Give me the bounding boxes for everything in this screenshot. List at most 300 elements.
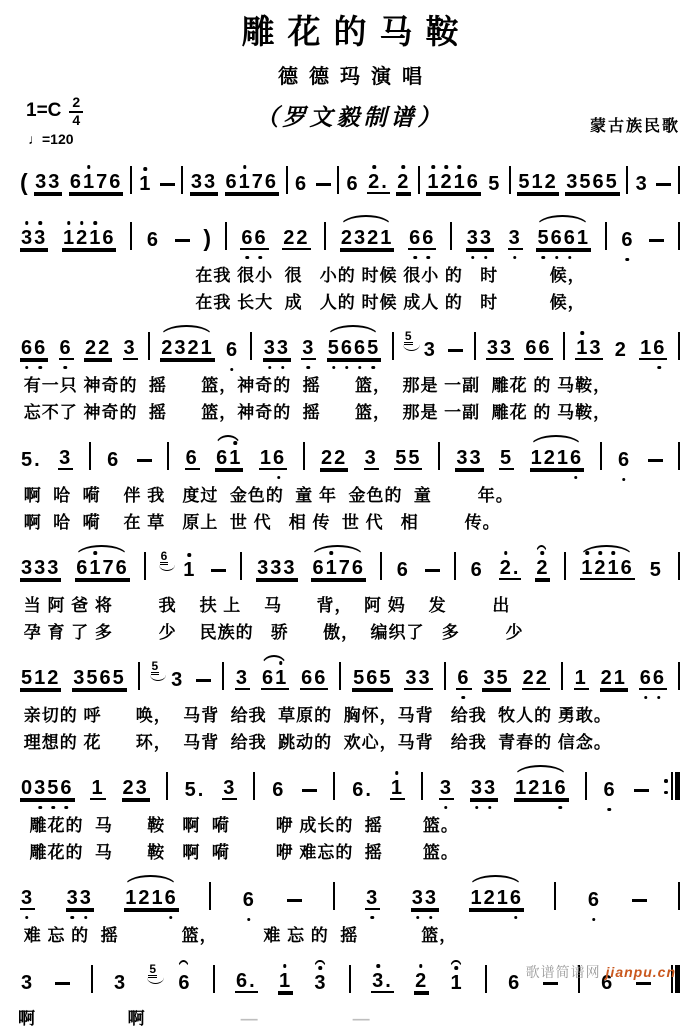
barline [167,442,169,470]
note-group [215,448,243,470]
note-group [256,558,297,580]
barline [678,332,680,360]
note-digit: 6 [554,777,568,799]
note-digit: 2 [320,447,335,469]
note-digit: 3 [223,777,237,799]
note-digit: 1 [453,171,467,193]
note-digit: 7 [102,557,116,579]
note-digit: 3 [135,777,149,799]
note-group [617,450,632,470]
note-digit: 1 [380,227,394,249]
music-line [18,647,682,702]
note-digit: 3 [423,339,437,361]
note-group [301,338,316,360]
note-digit: 3 [73,667,87,689]
note-group [487,174,502,194]
barline [485,965,487,993]
note-digit: 6 [352,779,366,801]
note-digit: 7 [251,171,265,193]
note-group [84,338,112,360]
note-group [278,971,293,993]
note-digit: 5 [379,667,393,689]
barline [339,662,341,690]
dash-note [55,982,70,985]
note-digit: 2 [440,171,454,193]
note-digit: 3 [113,972,128,994]
barline [213,965,215,993]
note-group [600,668,628,690]
note-group [69,172,124,194]
note-digit: 1 [62,227,77,249]
note-digit: 3 [79,887,93,909]
note-group [499,558,522,580]
note-digit: 3 [466,227,480,249]
note-digit: 3 [372,970,386,992]
note-group [404,668,432,690]
note-digit: 6 [301,667,315,689]
note-group [565,172,620,194]
note-digit: 2 [367,227,381,249]
barline [450,222,452,250]
note-digit: 3 [302,337,316,359]
barline [438,442,440,470]
note-digit: . [34,449,42,471]
note-digit: 1 [450,972,464,994]
barline [286,166,288,194]
barline [605,222,607,250]
note-group [522,668,550,690]
note-group [271,780,286,800]
barline [333,882,335,910]
barline [166,772,168,800]
note-group [499,448,514,470]
barline [421,772,423,800]
note-group [20,973,35,993]
note-digit: 1 [556,447,570,469]
note-digit: 6 [409,227,423,249]
note-digit: 1 [470,887,484,909]
note-group [20,558,61,580]
music-line [18,207,682,262]
barline [138,662,140,690]
barline [678,442,680,470]
note-digit: 1 [139,173,153,195]
dash-note [632,899,647,902]
note-group [371,971,394,993]
note-digit: 5 [488,173,502,195]
note-digit: 2 [98,337,112,359]
music-symbol: ( [20,169,28,195]
note-group [294,174,309,194]
dash-note [448,349,463,352]
note-group [396,560,411,580]
note-digit: 1 [640,337,654,359]
note-digit: 6 [525,337,539,359]
music-line [18,757,682,812]
note-group [514,778,569,800]
note-digit: 7 [338,557,352,579]
note-digit: 1 [325,557,339,579]
grace-note: 6 [160,549,168,563]
note-digit: 5 [112,667,126,689]
note-group [75,558,130,580]
score-systems [18,151,682,1032]
note-digit: 3 [171,669,185,691]
barline [564,552,566,580]
note-group [508,228,523,250]
note-digit: 3 [566,171,580,193]
note-group [517,172,558,194]
note-digit: 3 [486,337,500,359]
note-digit: 5 [395,447,409,469]
arranger: （罗文毅制谱） [255,105,445,130]
note-digit: 5 [21,449,35,471]
note-digit: 2 [544,171,558,193]
lyric-line: 雕花的 马 鞍 啊 嗬 咿 难忘的 摇 篮。 [18,843,459,862]
barline [678,222,680,250]
note-digit: 2 [536,557,550,579]
note-digit: 0 [21,777,35,799]
note-group [364,448,379,470]
barline [240,552,242,580]
note-digit: 1 [259,447,273,469]
note-group [411,888,439,910]
note-digit: 6 [109,171,123,193]
music-system [18,537,682,646]
note-digit: 6 [178,972,192,994]
note-digit: 6 [592,171,606,193]
note-digit: 2 [499,557,513,579]
note-group [320,448,348,470]
note-group [396,172,411,194]
note-digit: 6 [164,887,178,909]
lyric-line: 亲切的 呼 唤， 马背 给我 草原的 胸怀，马背 给我 牧人的 勇敢。 [18,706,612,725]
note-group [340,228,395,250]
note-digit: 1 [574,667,588,689]
note-digit: 3 [203,171,218,193]
barline [626,166,628,194]
lyric-line: 啊 啊 — — [18,1009,370,1028]
note-digit: 2 [594,557,608,579]
lyric-line: 在我 长大 成 人的 时候 成人 的 时 候， [18,293,586,312]
note-digit: 6 [601,972,615,994]
note-digit: 6 [466,171,480,193]
note-digit: 3 [418,667,432,689]
note-group [242,890,257,910]
note-group [414,971,429,993]
note-digit: 1 [531,171,545,193]
dash-note [634,789,649,792]
barline [253,772,255,800]
note-digit: 1 [91,777,105,799]
note-group [575,338,603,360]
barline [209,882,211,910]
note-group [59,338,74,360]
lyric-line: 有一只 神奇的 摇 篮，神奇的 摇 篮， 那是 一副 雕花 的 马鞍， [18,376,612,395]
note-digit: 5 [408,447,422,469]
note-group [635,174,650,194]
note-digit: 6 [216,447,230,469]
note-digit: 1 [238,171,252,193]
barline [585,772,587,800]
barline [225,222,227,250]
note-digit: 3 [34,777,48,799]
note-digit: 2 [161,337,175,359]
note-digit: 3 [174,337,188,359]
note-digit: 3 [424,887,438,909]
note-group [106,450,121,470]
music-line [18,537,682,592]
barline [303,442,305,470]
note-group [20,888,35,910]
note-digit: 6 [587,889,601,911]
note-group [456,668,471,690]
note-group [351,780,374,800]
note-digit: 5 [605,171,619,193]
note-digit: 6 [340,337,354,359]
note-digit: 2 [47,667,61,689]
note-digit: 6 [272,779,286,801]
meter-denominator: 4 [72,111,81,128]
note-group [327,338,382,360]
note-digit: 3 [276,337,290,359]
note-digit: 3 [635,173,649,195]
music-system [18,867,682,949]
note-digit: 3 [35,171,49,193]
note-digit: . [249,970,257,992]
note-digit: 6 [115,557,129,579]
note-digit: 6 [21,337,35,359]
note-digit: 3 [263,337,277,359]
note-digit: 1 [427,171,441,193]
barline [600,442,602,470]
note-digit: 6 [617,449,632,471]
note-digit: 6 [185,447,199,469]
note-group [34,172,62,194]
note-digit: 6 [60,777,74,799]
note-group [449,973,464,993]
music-symbol: ) [203,225,211,251]
note-digit: 3 [21,557,35,579]
note-group [182,560,197,580]
note-digit: . [365,779,373,801]
note-digit: 2 [187,337,201,359]
note-group [507,973,522,993]
barline [678,882,680,910]
music-line [18,427,682,482]
barline [148,332,150,360]
note-digit: 6 [225,171,239,193]
barline [89,442,91,470]
note-group [72,668,127,690]
note-group [300,668,328,690]
note-digit: 6 [236,970,250,992]
note-group [222,778,237,800]
note-group [160,338,215,360]
note-group [90,778,105,800]
barline [392,332,394,360]
dash-note [636,982,651,985]
note-group [470,778,498,800]
barline [678,166,680,194]
note-group [259,448,287,470]
note-digit: 6 [146,229,160,251]
music-system [18,151,682,206]
note-digit: 6 [396,559,410,581]
note-digit: 6 [242,889,256,911]
note-digit: 3 [456,447,470,469]
dash-note [211,569,226,572]
note-digit: 6 [353,337,368,359]
note-digit: 3 [66,887,80,909]
barline [130,166,132,194]
note-digit: 1 [183,559,197,581]
note-digit: . [512,557,521,579]
note-digit: 2 [368,171,382,193]
tempo-marking: ♩=120 [28,131,74,147]
note-group [367,172,390,194]
note-digit: 3 [48,171,62,193]
barline [250,332,252,360]
lyric-line: 当 阿 爸 将 我 扶 上 马 背， 阿 妈 发 出 [18,596,511,615]
note-digit: 1 [125,887,139,909]
note-group [20,338,48,360]
note-group [469,888,524,910]
note-digit: 6 [422,227,436,249]
note-digit: 2 [76,227,90,249]
note-digit: 3 [439,777,453,799]
note-digit: 6 [652,667,666,689]
cutoff-lyric-mark: — [352,1009,370,1028]
note-digit: 6 [99,667,113,689]
key-signature [26,95,83,127]
note-digit: 6 [294,173,309,195]
note-group [346,174,361,194]
note-group [536,228,591,250]
note-digit: . [385,970,393,992]
barline [678,662,680,690]
note-group [240,228,268,250]
note-digit: 3 [484,777,498,799]
note-group [66,888,94,910]
music-line [18,867,682,922]
watermark-link[interactable]: jianpu.cn [605,964,676,980]
music-system [18,207,682,316]
note-digit: 3 [283,557,297,579]
note-digit: 2 [397,171,411,193]
note-digit: 2 [84,337,99,359]
music-system [18,647,682,756]
note-digit: 5 [500,447,514,469]
note-group [185,448,200,470]
dash-note [196,679,211,682]
grace-note: 5 [151,659,159,673]
note-digit: 2 [483,887,497,909]
note-digit: 1 [279,970,293,992]
lyric-line: 理想的 花 环， 马背 给我 跳动的 欢心，马背 给我 青春的 信念。 [18,733,612,752]
barline [91,965,93,993]
note-digit: 1 [613,667,627,689]
note-group [311,558,366,580]
note-digit: 6 [102,227,116,249]
performer: 德德玛演唱 [278,66,433,88]
note-group [439,778,454,800]
note-digit: 5 [537,227,551,249]
note-digit: 6 [76,557,90,579]
repeat-dots [664,778,668,795]
note-digit: 5 [184,779,198,801]
note-digit: 5 [86,667,100,689]
note-digit: 3 [470,777,484,799]
barline [554,882,556,910]
note-digit: 2 [614,339,628,361]
note-digit: 1 [89,227,103,249]
note-digit: 6 [226,339,240,361]
note-digit: 7 [96,171,110,193]
note-group [225,172,280,194]
dash-note [316,183,331,186]
note-digit: 1 [89,557,103,579]
note-digit: 6 [603,779,617,801]
note-digit: 6 [264,171,279,193]
note-digit: 1 [34,667,48,689]
note-digit: 1 [581,557,595,579]
barline [181,166,183,194]
barline [444,662,446,690]
note-group [177,973,192,993]
note-digit: 6 [254,227,268,249]
note-group [390,778,405,800]
note-digit: 1 [541,777,555,799]
note-digit: 3 [499,337,514,359]
note-digit: 1 [496,887,510,909]
note-digit: 6 [59,337,73,359]
note-digit: 1 [275,667,289,689]
note-digit: 6 [457,667,471,689]
note-group [580,558,635,580]
barline [563,332,565,360]
note-digit: 3 [59,447,73,469]
note-digit: 3 [235,667,250,689]
note-digit: 1 [151,887,165,909]
note-digit: 6 [366,667,380,689]
note-digit: 6 [621,229,635,251]
note-digit: 1 [390,777,404,799]
note-digit: 3 [34,557,48,579]
note-digit: 1 [576,337,590,359]
barline-thin [671,772,673,800]
note-digit: 6 [314,667,328,689]
note-digit: 3 [34,227,48,249]
barline [337,166,339,194]
note-digit: 6 [272,447,287,469]
lyric-line: 忘不了 神奇的 摇 篮，神奇的 摇 篮， 那是 一副 雕花 的 马鞍， [18,403,612,422]
barline [474,332,476,360]
barline-thick [675,772,680,800]
note-group [113,973,128,993]
note-digit: 6 [563,227,577,249]
song-title: 雕花的马鞍 [241,13,472,50]
note-group [530,448,585,470]
note-digit: 6 [261,667,276,689]
note-group [394,448,422,470]
note-group [486,338,514,360]
note-digit: . [197,779,206,801]
note-digit: 6 [639,667,653,689]
note-digit: 2 [528,777,542,799]
lyric-line: 难 忘 的 摇 篮， 难 忘 的 摇 篮， [18,926,458,945]
dash-note [137,459,152,462]
